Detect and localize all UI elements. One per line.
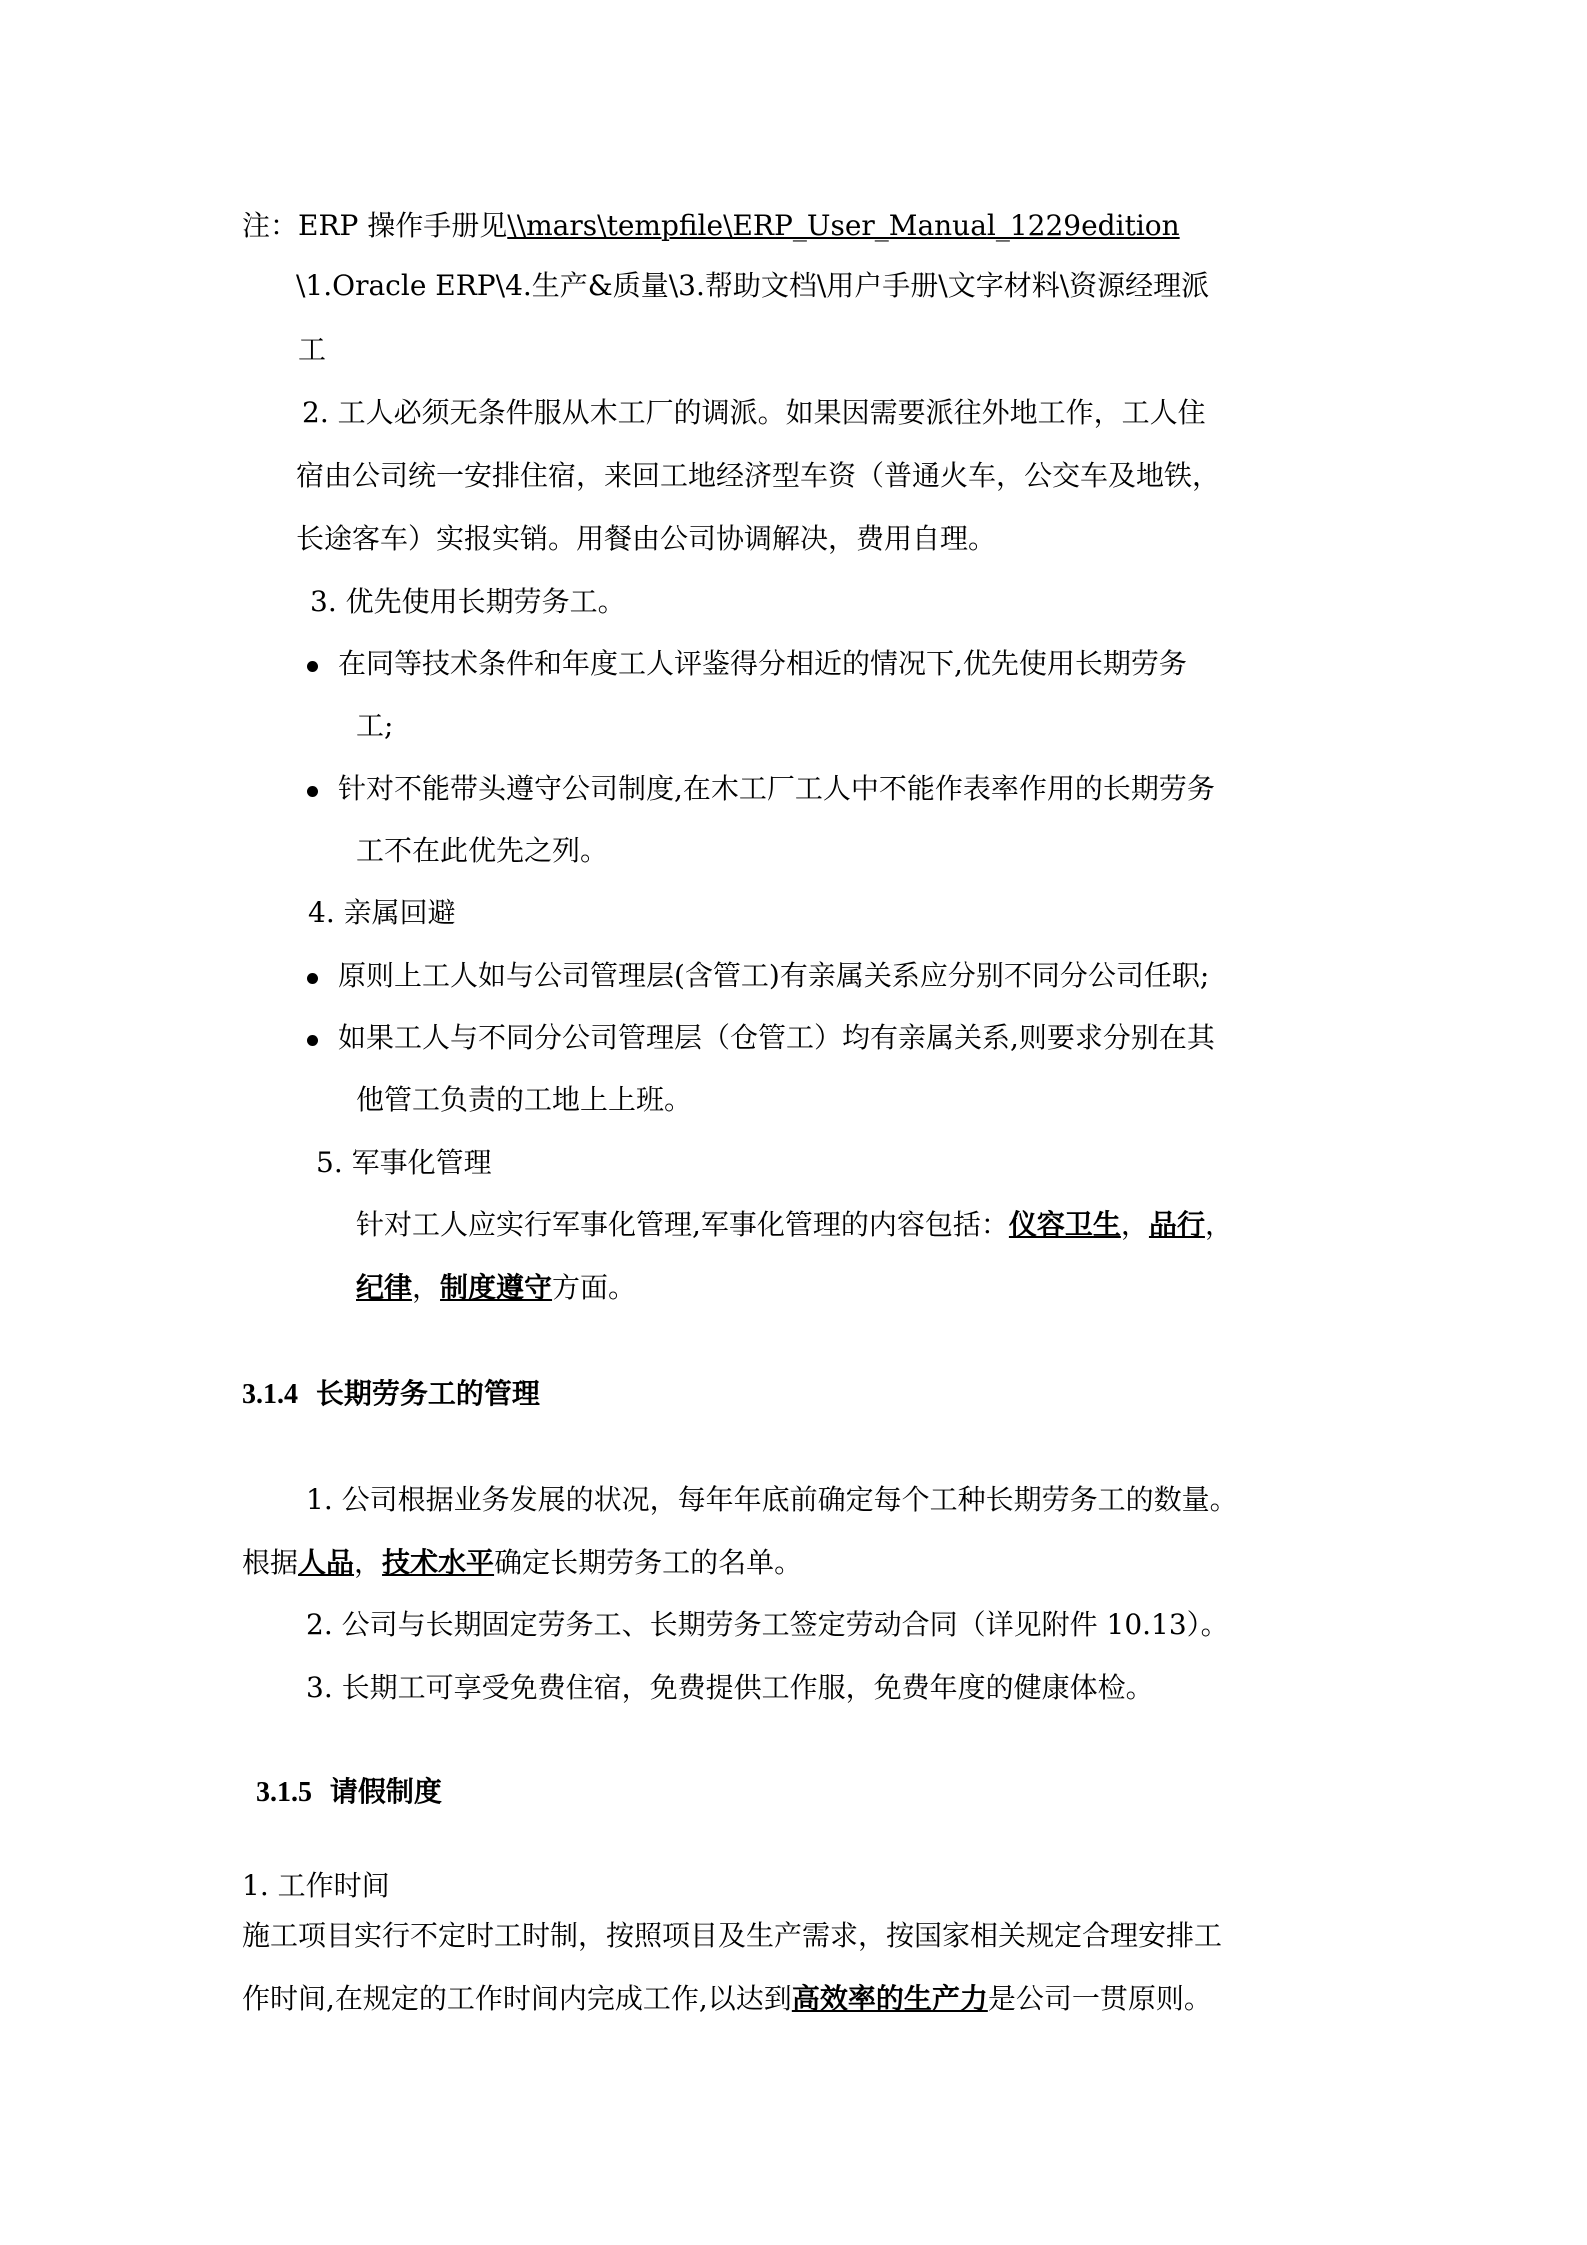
- keyword-compliance: 制度遵守: [440, 1271, 553, 1304]
- s314-para1-line2: [242, 1543, 802, 1583]
- keyword-discipline: 纪律: [356, 1271, 413, 1304]
- item3-bullet1-line1: 在同等技术条件和年度工人评鉴得分相近的情况下,优先使用长期劳务: [338, 647, 1187, 680]
- s315-subheading: 1. 工作时间: [242, 1869, 390, 1902]
- separator: ，: [412, 1271, 441, 1304]
- separator: ，: [1120, 1208, 1149, 1241]
- section-title: 请假制度: [329, 1777, 442, 1808]
- item2-line1: 2. 工人必须无条件服从木工厂的调派。如果因需要派往外地工作，工人住: [302, 396, 1206, 429]
- bullet-dot: [307, 661, 318, 672]
- section-heading-3-1-5: [256, 1772, 442, 1813]
- s314-para3: 3. 长期工可享受免费住宿，免费提供工作服，免费年度的健康体检。: [306, 1671, 1154, 1704]
- text: 根据: [242, 1546, 299, 1579]
- separator: ，: [1204, 1208, 1233, 1241]
- bullet-dot: [307, 786, 318, 797]
- note-prefix: 注：ERP 操作手册见: [242, 209, 508, 242]
- section-number: 3.1.4: [242, 1379, 298, 1410]
- keyword-productivity: 高效率的生产力: [791, 1982, 988, 2015]
- item2-line2: 宿由公司统一安排住宿，来回工地经济型车资（普通火车，公交车及地铁，: [296, 459, 1221, 492]
- item5-para-prefix: 针对工人应实行军事化管理,军事化管理的内容包括：: [356, 1208, 1009, 1241]
- s315-para-line1: 施工项目实行不定时工时制，按照项目及生产需求，按国家相关规定合理安排工: [242, 1919, 1223, 1952]
- separator: ，: [354, 1546, 383, 1579]
- section-title: 长期劳务工的管理: [315, 1379, 540, 1410]
- keyword-skill-level: 技术水平: [382, 1546, 495, 1579]
- text: 确定长期劳务工的名单。: [494, 1546, 803, 1579]
- item3-bullet1-line2: 工;: [356, 709, 394, 742]
- item3-bullet2-line1: 针对不能带头遵守公司制度,在木工厂工人中不能作表率作用的长期劳务: [338, 772, 1215, 805]
- item4-bullet1-line1: 原则上工人如与公司管理层(含管工)有亲属关系应分别不同分公司任职;: [338, 959, 1210, 992]
- bullet-dot: [307, 1035, 318, 1046]
- text: 作时间,在规定的工作时间内完成工作,以达到: [242, 1982, 792, 2015]
- keyword-conduct: 品行: [1148, 1208, 1205, 1241]
- section-number: 3.1.5: [256, 1777, 312, 1808]
- manual-link[interactable]: \\mars\tempfile\ERP_User_Manual_1229edition: [507, 209, 1180, 242]
- keyword-character: 人品: [298, 1546, 355, 1579]
- item5-para-suffix: 方面。: [552, 1271, 637, 1304]
- s314-para2: 2. 公司与长期固定劳务工、长期劳务工签定劳动合同（详见附件 10.13）。: [306, 1608, 1229, 1641]
- note-path-end: 工: [298, 333, 327, 366]
- item2-line3: 长途客车）实报实销。用餐由公司协调解决，费用自理。: [296, 522, 997, 555]
- note-line: [242, 206, 1180, 246]
- bullet-dot: [307, 973, 318, 984]
- text: 是公司一贯原则。: [987, 1982, 1212, 2015]
- note-path-line: \1.Oracle ERP\4.生产&质量\3.帮助文档\用户手册\文字材料\资源经理派: [296, 269, 1210, 302]
- item4-bullet2-line1: 如果工人与不同分公司管理层（仓管工）均有亲属关系,则要求分别在其: [338, 1021, 1215, 1054]
- keyword-appearance: 仪容卫生: [1008, 1208, 1121, 1241]
- item3-title: 3. 优先使用长期劳务工。: [310, 585, 626, 618]
- item5-title: 5. 军事化管理: [316, 1146, 492, 1179]
- s314-para1-line1: 1. 公司根据业务发展的状况，每年年底前确定每个工种长期劳务工的数量。: [306, 1483, 1238, 1516]
- item4-title: 4. 亲属回避: [308, 896, 456, 929]
- section-heading-3-1-4: [242, 1374, 540, 1415]
- item4-bullet2-line2: 他管工负责的工地上上班。: [356, 1083, 693, 1116]
- item5-para-line2: [356, 1268, 636, 1308]
- s315-para-line2: [242, 1979, 1212, 2019]
- item5-para-line1: [356, 1205, 1233, 1245]
- item3-bullet2-line2: 工不在此优先之列。: [356, 834, 609, 867]
